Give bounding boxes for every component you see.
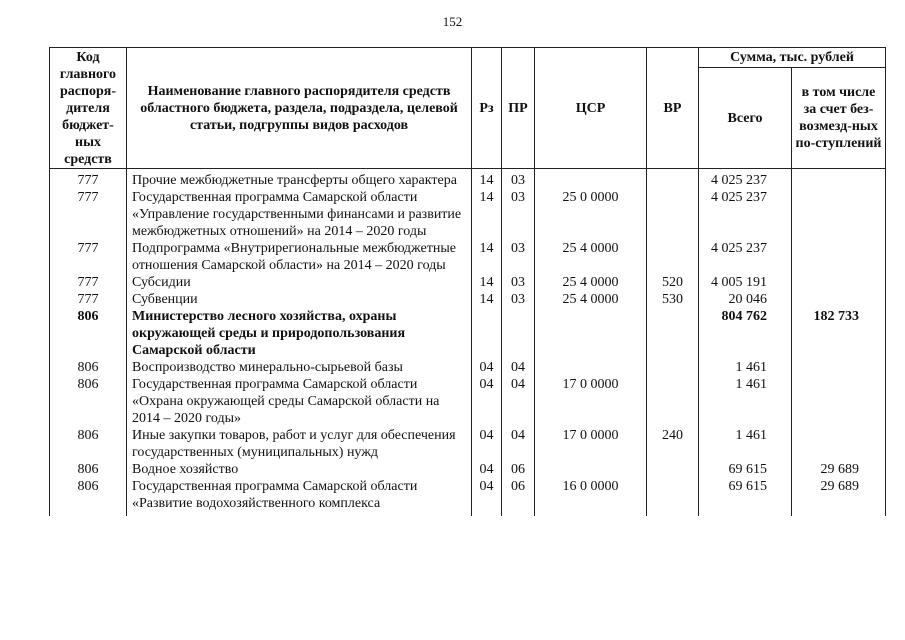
row-incl [792,291,886,308]
row-rz: 14 [472,189,502,240]
row-vr: 530 [647,291,699,308]
row-incl [792,169,886,190]
row-csr: 25 4 0000 [535,291,647,308]
table-row [50,308,886,359]
header-vr: ВР [647,48,699,169]
row-vr: 240 [647,427,699,461]
row-vr [647,461,699,478]
row-rz: 04 [472,376,502,427]
row-rz [472,308,502,359]
row-total: 4 005 191 [699,274,792,291]
row-total: 4 025 237 [699,189,792,240]
header-pr: ПР [502,48,535,169]
row-code: 806 [50,478,127,516]
row-csr: 25 4 0000 [535,274,647,291]
row-name: Государственная программа Самарской области «Управление государственными финансами и развитие межбюджетных отношений» на 2014 – 2020 годы [127,189,472,240]
row-total: 804 762 [699,308,792,359]
row-total: 1 461 [699,376,792,427]
row-pr: 06 [502,461,535,478]
table-row [50,478,886,516]
row-name: Подпрограмма «Внутрирегиональные межбюджетные отношения Самарской области» на 2014 – 2020 годы [127,240,472,274]
row-code: 806 [50,376,127,427]
row-incl [792,427,886,461]
row-csr [535,359,647,376]
row-rz: 14 [472,240,502,274]
row-pr [502,308,535,359]
row-rz: 04 [472,478,502,516]
row-csr: 25 4 0000 [535,240,647,274]
row-incl [792,189,886,240]
row-name: Государственная программа Самарской области «Развитие водохозяйственного комплекса [127,478,472,516]
page-number: 152 [442,14,463,29]
row-total: 4 025 237 [699,240,792,274]
row-csr: 25 0 0000 [535,189,647,240]
row-pr: 03 [502,240,535,274]
row-csr: 17 0 0000 [535,427,647,461]
row-vr [647,189,699,240]
header-sum: Сумма, тыс. рублей [699,48,886,68]
row-name: Прочие межбюджетные трансферты общего характера [127,169,472,190]
table-row [50,291,886,308]
row-incl: 182 733 [792,308,886,359]
row-total: 20 046 [699,291,792,308]
row-vr [647,359,699,376]
row-csr: 16 0 0000 [535,478,647,516]
row-pr: 06 [502,478,535,516]
header-incl: в том числе за счет без-возмезд-ных по-ступлений [792,68,886,169]
row-incl [792,376,886,427]
row-code: 777 [50,291,127,308]
row-pr: 04 [502,427,535,461]
row-code: 806 [50,308,127,359]
row-name: Воспроизводство минерально-сырьевой базы [127,359,472,376]
row-pr: 03 [502,169,535,190]
row-rz: 04 [472,427,502,461]
row-total: 1 461 [699,427,792,461]
row-rz: 14 [472,274,502,291]
row-name: Государственная программа Самарской области «Охрана окружающей среды Самарской области на 2014 – 2020 годы» [127,376,472,427]
table-row [50,376,886,427]
row-total: 4 025 237 [699,169,792,190]
row-pr: 03 [502,189,535,240]
row-pr: 03 [502,274,535,291]
table-row [50,169,886,190]
row-csr [535,461,647,478]
row-pr: 04 [502,359,535,376]
header-rz: Рз [472,48,502,169]
row-vr [647,308,699,359]
row-vr [647,478,699,516]
row-name: Субсидии [127,274,472,291]
header-csr: ЦСР [535,48,647,169]
row-rz: 14 [472,169,502,190]
row-vr [647,240,699,274]
row-total: 1 461 [699,359,792,376]
header-name: Наименование главного распорядителя средств областного бюджета, раздела, подраздела, целевой статьи, подгруппы видов расходов [127,48,472,169]
row-name: Субвенции [127,291,472,308]
table-row [50,274,886,291]
row-csr [535,169,647,190]
row-vr: 520 [647,274,699,291]
row-incl: 29 689 [792,478,886,516]
row-incl [792,359,886,376]
row-rz: 14 [472,291,502,308]
row-code: 777 [50,240,127,274]
row-name: Министерство лесного хозяйства, охраны окружающей среды и природопользования Самарской области [127,308,472,359]
row-vr [647,376,699,427]
table-row [50,461,886,478]
row-pr: 04 [502,376,535,427]
budget-table [49,47,886,516]
row-incl [792,274,886,291]
row-code: 806 [50,427,127,461]
row-rz: 04 [472,461,502,478]
table-row [50,359,886,376]
row-rz: 04 [472,359,502,376]
table-row [50,189,886,240]
header-total: Всего [699,68,792,169]
row-total: 69 615 [699,461,792,478]
header-code: Код главного распоря-дителя бюджет-ных средств [50,48,127,169]
row-total: 69 615 [699,478,792,516]
row-code: 777 [50,274,127,291]
row-csr: 17 0 0000 [535,376,647,427]
row-incl [792,240,886,274]
row-name: Иные закупки товаров, работ и услуг для обеспечения государственных (муниципальных) нужд [127,427,472,461]
row-code: 777 [50,169,127,190]
row-name: Водное хозяйство [127,461,472,478]
row-code: 806 [50,461,127,478]
row-code: 777 [50,189,127,240]
table-row [50,427,886,461]
row-pr: 03 [502,291,535,308]
row-incl: 29 689 [792,461,886,478]
table-row [50,240,886,274]
row-csr [535,308,647,359]
row-code: 806 [50,359,127,376]
row-vr [647,169,699,190]
